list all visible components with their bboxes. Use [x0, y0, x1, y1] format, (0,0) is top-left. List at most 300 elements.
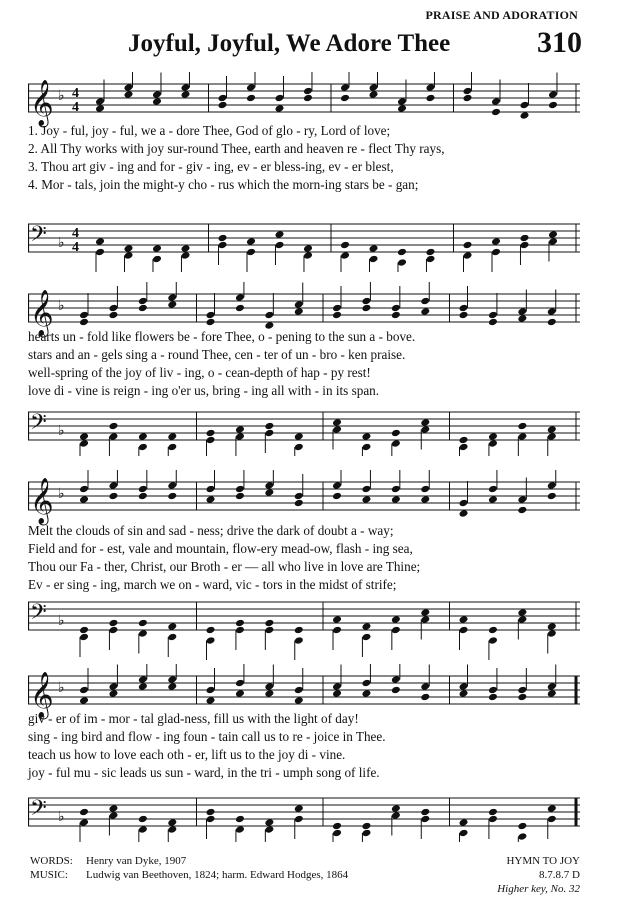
note-head: [548, 237, 558, 246]
note-head: [391, 495, 401, 504]
note-head: [361, 622, 371, 631]
flat-sign-icon: ♭: [58, 89, 65, 104]
note-head: [420, 815, 430, 824]
note-head: [167, 682, 177, 691]
note-head: [235, 485, 245, 494]
note-head: [397, 97, 407, 106]
bass-clef-icon: 𝄢: [30, 222, 47, 251]
note-head: [463, 94, 473, 103]
bass-clef-icon: 𝄢: [30, 600, 47, 629]
note-head: [520, 111, 530, 120]
note-head: [517, 495, 527, 504]
note-head: [264, 429, 274, 438]
lyric-verse-4: 4. Mor - tals, join the might-y cho - rus which the morn-ing stars be - gan;: [28, 177, 419, 192]
note-head: [95, 97, 105, 106]
note-head: [361, 689, 371, 698]
note-head: [548, 101, 558, 110]
note-head: [391, 439, 401, 448]
note-head: [206, 436, 216, 445]
note-head: [206, 429, 216, 438]
note-head: [235, 425, 245, 434]
note-head: [235, 619, 245, 628]
note-head: [488, 485, 498, 494]
note-head: [420, 425, 430, 434]
tune-name: HYMN TO JOY: [506, 855, 580, 867]
note-head: [391, 626, 401, 635]
note-head: [206, 808, 216, 817]
note-head: [264, 825, 274, 834]
note-head: [206, 311, 216, 320]
note-head: [332, 492, 342, 501]
note-head: [488, 432, 498, 441]
note-head: [420, 297, 430, 306]
note-head: [420, 693, 430, 702]
note-head: [264, 689, 274, 698]
note-head: [167, 293, 177, 302]
note-head: [391, 485, 401, 494]
note-head: [391, 804, 401, 813]
note-head: [303, 94, 313, 103]
attribution-footer: [30, 854, 580, 896]
note-head: [206, 636, 216, 645]
note-head: [138, 675, 148, 684]
note-head: [167, 300, 177, 309]
note-head: [108, 804, 118, 813]
note-head: [218, 241, 228, 250]
note-head: [79, 432, 89, 441]
note-head: [124, 244, 134, 253]
note-head: [463, 87, 473, 96]
note-head: [180, 90, 190, 99]
music-credit: Ludwig van Beethoven, 1824; harm. Edward Hodges, 1864: [86, 869, 349, 881]
treble-clef-icon: 𝄞: [30, 478, 54, 523]
lyric-verse-1: hearts un - fold like flowers be - fore Thee, o - pening to the sun a - bove.: [28, 329, 416, 344]
note-head: [264, 311, 274, 320]
note-head: [547, 432, 557, 441]
note-head: [488, 808, 498, 817]
lyric-block: [28, 122, 580, 194]
note-head: [79, 439, 89, 448]
lyric-verse-2: stars and an - gels sing a - round Thee, cen - ter of un - bro - ken praise.: [28, 347, 406, 362]
note-head: [459, 443, 469, 452]
note-head: [420, 608, 430, 617]
note-head: [332, 304, 342, 313]
flat-sign-icon: ♭: [58, 681, 65, 696]
note-head: [138, 485, 148, 494]
hymn-number: 310: [537, 26, 582, 59]
note-head: [459, 689, 469, 698]
note-head: [332, 829, 342, 838]
note-head: [108, 626, 118, 635]
note-head: [294, 307, 304, 316]
note-head: [517, 422, 527, 431]
note-head: [167, 481, 177, 490]
note-head: [206, 318, 216, 327]
note-head: [397, 104, 407, 113]
note-head: [294, 636, 304, 645]
flat-sign-icon: ♭: [58, 424, 65, 439]
note-head: [332, 689, 342, 698]
note-head: [391, 429, 401, 438]
section-heading: PRAISE AND ADORATION: [425, 8, 578, 22]
note-head: [167, 492, 177, 501]
note-head: [167, 818, 177, 827]
treble-staff: [28, 470, 580, 526]
note-head: [294, 815, 304, 824]
note-head: [246, 237, 256, 246]
note-head: [124, 90, 134, 99]
note-head: [491, 237, 501, 246]
note-head: [340, 241, 350, 250]
note-head: [275, 241, 285, 250]
note-head: [167, 825, 177, 834]
note-head: [369, 90, 379, 99]
note-head: [340, 251, 350, 260]
note-head: [95, 237, 105, 246]
note-head: [369, 83, 379, 92]
note-head: [180, 83, 190, 92]
note-head: [167, 622, 177, 631]
note-head: [548, 230, 558, 239]
note-head: [340, 83, 350, 92]
lyric-verse-4: Ev - er sing - ing, march we on - ward, vic - tors in the midst of strife;: [28, 577, 397, 592]
lyric-verse-4: love di - vine is reign - ing o'er us, bring - ing all with - in its span.: [28, 383, 380, 398]
note-head: [420, 615, 430, 624]
treble-clef-icon: 𝄞: [30, 290, 54, 335]
note-head: [425, 83, 435, 92]
note-head: [294, 499, 304, 508]
note-head: [391, 311, 401, 320]
note-head: [547, 682, 557, 691]
note-head: [420, 495, 430, 504]
flat-sign-icon: ♭: [58, 299, 65, 314]
note-head: [264, 481, 274, 490]
note-head: [206, 696, 216, 705]
flat-sign-icon: ♭: [58, 614, 65, 629]
note-head: [235, 689, 245, 698]
note-head: [79, 818, 89, 827]
note-head: [420, 307, 430, 316]
note-head: [459, 499, 469, 508]
hymn-title: Joyful, Joyful, We Adore Thee: [128, 30, 451, 57]
note-head: [138, 432, 148, 441]
note-head: [361, 485, 371, 494]
note-head: [547, 318, 557, 327]
note-head: [488, 626, 498, 635]
note-head: [206, 815, 216, 824]
words-label: WORDS:: [30, 855, 73, 867]
note-head: [491, 108, 501, 117]
lyric-verse-4: joy - ful mu - sic leads us sun - ward, in the tri - umph song of life.: [28, 765, 380, 780]
note-head: [332, 626, 342, 635]
note-head: [332, 311, 342, 320]
note-head: [108, 492, 118, 501]
note-head: [138, 815, 148, 824]
note-head: [294, 804, 304, 813]
treble-clef-icon: 𝄞: [30, 80, 54, 125]
note-head: [459, 304, 469, 313]
note-head: [520, 101, 530, 110]
flat-sign-icon: ♭: [58, 810, 65, 825]
note-head: [332, 418, 342, 427]
lyric-block: [28, 328, 580, 400]
note-head: [488, 815, 498, 824]
note-head: [294, 432, 304, 441]
note-head: [138, 682, 148, 691]
note-head: [369, 244, 379, 253]
note-head: [138, 492, 148, 501]
note-head: [246, 83, 256, 92]
note-head: [138, 825, 148, 834]
note-head: [235, 815, 245, 824]
note-head: [361, 443, 371, 452]
note-head: [397, 258, 407, 267]
bass-staff: [28, 590, 580, 660]
note-head: [547, 307, 557, 316]
key-note: Higher key, No. 32: [497, 883, 580, 895]
bass-staff: [28, 212, 580, 272]
note-head: [152, 255, 162, 264]
bass-clef-icon: 𝄢: [30, 796, 47, 825]
note-head: [488, 693, 498, 702]
note-head: [79, 318, 89, 327]
time-signature-top: 4: [72, 86, 79, 101]
note-head: [152, 97, 162, 106]
words-credit: Henry van Dyke, 1907: [86, 855, 187, 867]
note-head: [340, 94, 350, 103]
note-head: [264, 818, 274, 827]
note-head: [488, 686, 498, 695]
note-head: [488, 439, 498, 448]
note-head: [425, 248, 435, 257]
note-head: [79, 311, 89, 320]
note-head: [547, 481, 557, 490]
lyric-verse-1: Melt the clouds of sin and sad - ness; drive the dark of doubt a - way;: [28, 523, 394, 538]
note-head: [303, 251, 313, 260]
note-head: [459, 509, 469, 518]
note-head: [332, 481, 342, 490]
note-head: [235, 679, 245, 688]
time-signature-top: 4: [72, 226, 79, 241]
note-head: [420, 485, 430, 494]
note-head: [361, 633, 371, 642]
note-head: [520, 241, 530, 250]
note-head: [108, 422, 118, 431]
note-head: [167, 675, 177, 684]
note-head: [517, 615, 527, 624]
note-head: [79, 633, 89, 642]
note-head: [138, 629, 148, 638]
note-head: [206, 626, 216, 635]
note-head: [294, 696, 304, 705]
note-head: [425, 255, 435, 264]
note-head: [124, 251, 134, 260]
note-head: [264, 488, 274, 497]
note-head: [517, 608, 527, 617]
note-head: [420, 418, 430, 427]
bass-staff: [28, 400, 580, 456]
note-head: [167, 432, 177, 441]
note-head: [95, 248, 105, 257]
note-head: [79, 626, 89, 635]
note-head: [488, 495, 498, 504]
note-head: [275, 230, 285, 239]
note-head: [108, 311, 118, 320]
note-head: [361, 679, 371, 688]
bass-staff: [28, 786, 580, 842]
note-head: [303, 244, 313, 253]
note-head: [517, 686, 527, 695]
note-head: [138, 619, 148, 628]
note-head: [152, 244, 162, 253]
note-head: [79, 808, 89, 817]
note-head: [167, 633, 177, 642]
note-head: [517, 314, 527, 323]
note-head: [294, 300, 304, 309]
note-head: [108, 811, 118, 820]
note-head: [547, 804, 557, 813]
lyric-verse-3: teach us how to love each oth - er, lift us to the joy di - vine.: [28, 747, 346, 762]
note-head: [180, 244, 190, 253]
note-head: [108, 619, 118, 628]
note-head: [517, 432, 527, 441]
note-head: [108, 682, 118, 691]
note-head: [459, 626, 469, 635]
note-head: [332, 682, 342, 691]
note-head: [235, 492, 245, 501]
note-head: [361, 297, 371, 306]
note-head: [391, 811, 401, 820]
note-head: [391, 615, 401, 624]
lyric-verse-3: 3. Thou art giv - ing and for - giv - ing, ev - er bless-ing, ev - er blest,: [28, 159, 394, 174]
note-head: [275, 94, 285, 103]
note-head: [459, 818, 469, 827]
note-head: [294, 686, 304, 695]
note-head: [180, 251, 190, 260]
note-head: [420, 808, 430, 817]
note-head: [517, 832, 527, 841]
note-head: [235, 432, 245, 441]
note-head: [218, 101, 228, 110]
treble-clef-icon: 𝄞: [30, 672, 54, 717]
note-head: [391, 686, 401, 695]
note-head: [235, 304, 245, 313]
lyric-verse-3: Thou our Fa - ther, Christ, our Broth - er — all who live in love are Thine;: [28, 559, 421, 574]
note-head: [391, 304, 401, 313]
note-head: [361, 829, 371, 838]
note-head: [275, 104, 285, 113]
note-head: [463, 251, 473, 260]
note-head: [79, 696, 89, 705]
note-head: [294, 492, 304, 501]
note-head: [547, 815, 557, 824]
lyric-verse-1: giv - er of im - mor - tal glad-ness, fill us with the light of day!: [28, 711, 359, 726]
note-head: [491, 248, 501, 257]
flat-sign-icon: ♭: [58, 236, 65, 251]
lyric-block: [28, 522, 580, 594]
note-head: [547, 425, 557, 434]
note-head: [361, 822, 371, 831]
note-head: [108, 481, 118, 490]
note-head: [488, 636, 498, 645]
note-head: [108, 304, 118, 313]
note-head: [167, 443, 177, 452]
note-head: [138, 443, 148, 452]
note-head: [459, 829, 469, 838]
lyric-verse-3: well-spring of the joy of liv - ing, o - cean-depth of hap - py rest!: [28, 365, 371, 380]
note-head: [459, 311, 469, 320]
note-head: [547, 492, 557, 501]
note-head: [79, 485, 89, 494]
note-head: [264, 626, 274, 635]
note-head: [491, 97, 501, 106]
note-head: [79, 495, 89, 504]
note-head: [548, 90, 558, 99]
bass-clef-icon: 𝄢: [30, 410, 47, 439]
note-head: [397, 248, 407, 257]
note-head: [361, 304, 371, 313]
treble-staff: [28, 72, 580, 128]
note-head: [517, 506, 527, 515]
lyric-verse-2: 2. All Thy works with joy sur-round Thee, earth and heaven re - flect Thy rays,: [28, 141, 445, 156]
note-head: [332, 425, 342, 434]
note-head: [235, 825, 245, 834]
note-head: [79, 686, 89, 695]
lyric-verse-2: Field and for - est, vale and mountain, flow-ery mead-ow, flash - ing sea,: [28, 541, 413, 556]
note-head: [294, 443, 304, 452]
note-head: [124, 83, 134, 92]
note-head: [332, 615, 342, 624]
note-head: [246, 248, 256, 257]
note-head: [332, 822, 342, 831]
note-head: [547, 622, 557, 631]
note-head: [425, 94, 435, 103]
lyric-verse-1: 1. Joy - ful, joy - ful, we a - dore Thee, God of glo - ry, Lord of love;: [28, 123, 391, 138]
note-head: [152, 90, 162, 99]
note-head: [218, 94, 228, 103]
note-head: [361, 432, 371, 441]
note-head: [463, 241, 473, 250]
note-head: [459, 682, 469, 691]
flat-sign-icon: ♭: [58, 487, 65, 502]
note-head: [264, 422, 274, 431]
note-head: [517, 307, 527, 316]
note-head: [108, 689, 118, 698]
note-head: [138, 297, 148, 306]
note-head: [95, 104, 105, 113]
music-label: MUSIC:: [30, 869, 68, 881]
meter: 8.7.8.7 D: [539, 869, 580, 881]
note-head: [264, 682, 274, 691]
lyric-verse-2: sing - ing bird and flow - ing foun - tain call us to re - joice in Thee.: [28, 729, 386, 744]
note-head: [420, 682, 430, 691]
note-head: [547, 689, 557, 698]
note-head: [206, 485, 216, 494]
note-head: [520, 234, 530, 243]
note-head: [235, 293, 245, 302]
note-head: [206, 495, 216, 504]
note-head: [391, 675, 401, 684]
note-head: [303, 87, 313, 96]
note-head: [264, 619, 274, 628]
note-head: [517, 693, 527, 702]
note-head: [218, 234, 228, 243]
note-head: [108, 432, 118, 441]
note-head: [206, 686, 216, 695]
note-head: [246, 94, 256, 103]
note-head: [488, 311, 498, 320]
time-signature-bottom: 4: [72, 100, 79, 115]
